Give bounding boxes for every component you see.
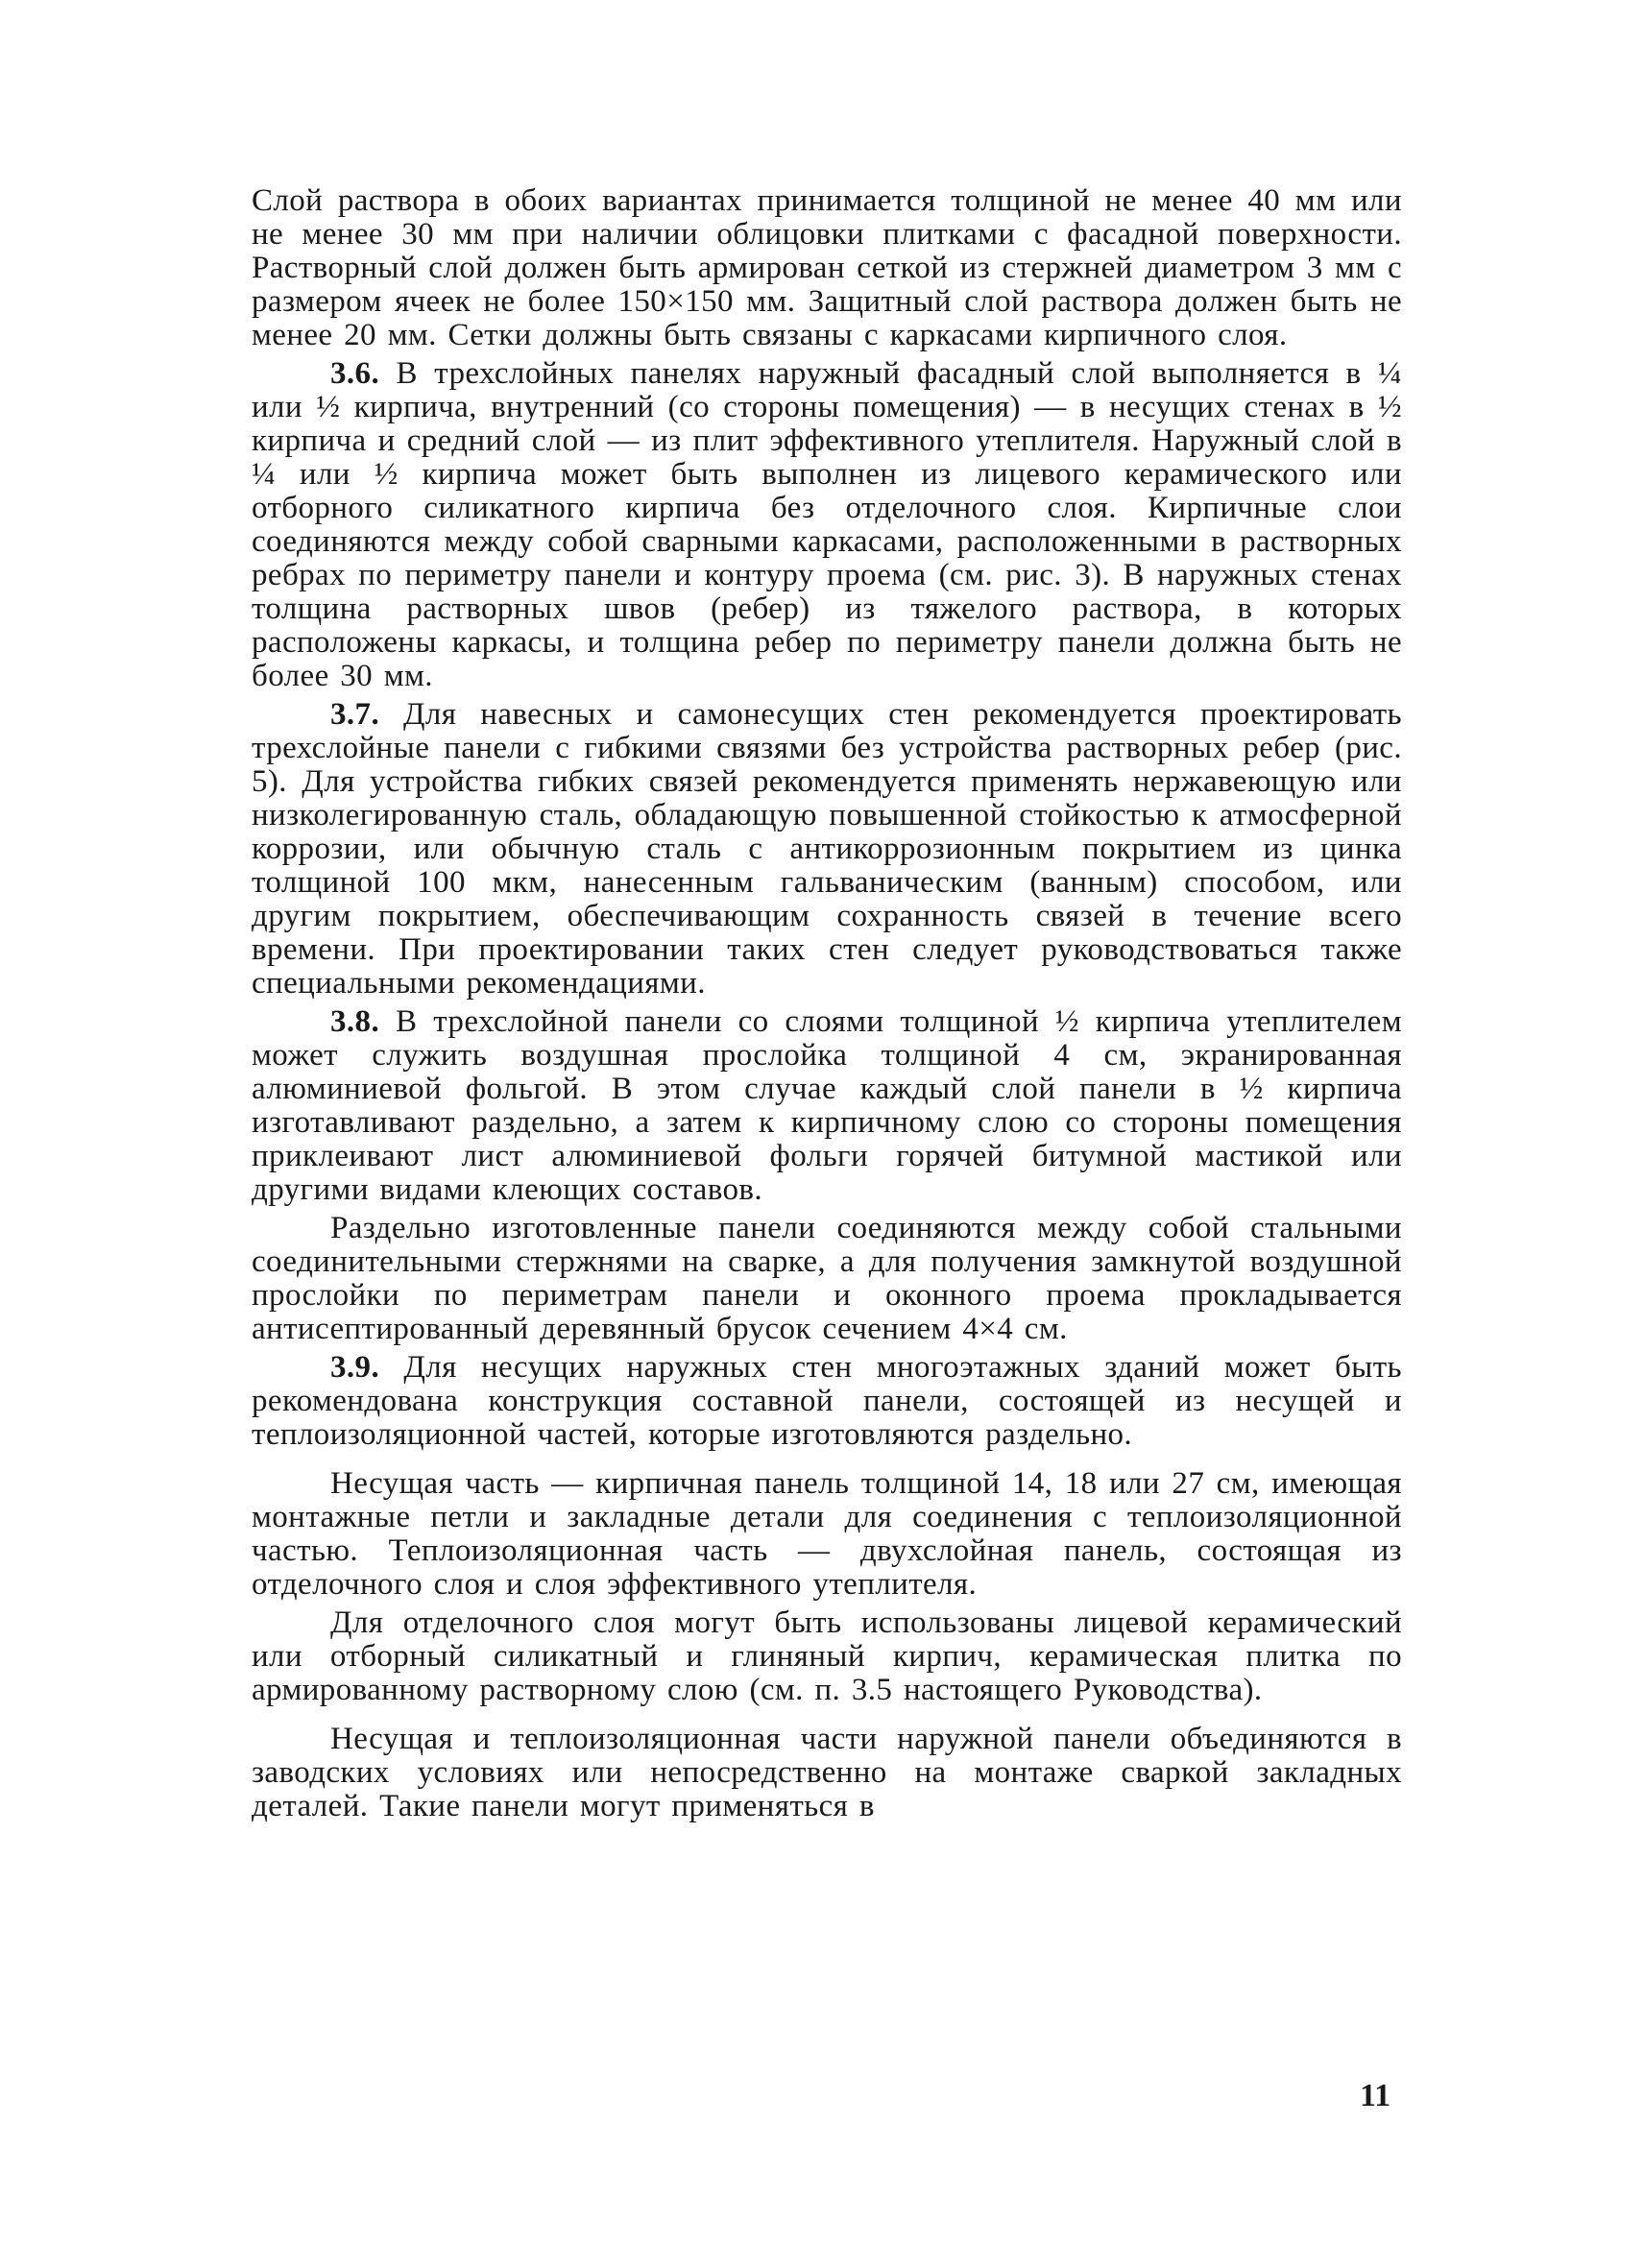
paragraph-text: Слой раствора в обоих вариантах принимается толщиной не менее 40 мм или не менее 30 мм при наличии облицовки плитками с фасадной поверхности. Растворный слой должен быть армирован сеткой из стержней диаметром 3 мм с размером ячеек не более 150×150 мм. Защитный слой раствора должен быть не менее 20 мм. Сетки должны быть связаны с каркасами кирпичного слоя. (252, 183, 1402, 352)
section-number: 3.6. (330, 356, 380, 391)
paragraph-joining (252, 1723, 1402, 1823)
paragraph-3-6 (252, 357, 1402, 693)
paragraph-text: В трехслойной панели со слоями толщиной ½ кирпича утеплителем может служить воздушная прослойка толщиной 4 см, экранированная алюминиевой фольгой. В этом случае каждый слой панели в ½ кирпича изготавливают раздельно, а затем к кирпичному слою со стороны помещения приклеивают лист алюминиевой фольги горячей битумной мастикой или другими видами клеющих составов. (252, 1004, 1402, 1207)
paragraph-mortar-layer (252, 184, 1402, 352)
paragraph-bearing-part (252, 1467, 1402, 1602)
paragraph-3-7 (252, 698, 1402, 1001)
paragraph-text: Раздельно изготовленные панели соединяются между собой стальными соединительными стержнями на сварке, а для получения замкнутой воздушной прослойки по периметрам панели и оконного проема прокладывается антисептированный деревянный брусок сечением 4×4 см. (252, 1211, 1402, 1346)
paragraph-3-8 (252, 1005, 1402, 1207)
paragraph-text: Для отделочного слоя могут быть использованы лицевой керамический или отборный силикатный и глиняный кирпич, керамическая плитка по армированному растворному слою (см. п. 3.5 настоящего Руководства). (252, 1605, 1402, 1707)
body-text (252, 184, 1402, 1828)
page-number: 11 (1360, 2078, 1391, 2113)
paragraph-text: Для навесных и самонесущих стен рекомендуется проектировать трехслойные панели с гибкими связями без устройства растворных ребер (рис. 5). Для устройства гибких связей рекомендуется применять нержавеющую или низколегированную сталь, обладающую повышенной стойкостью к атмосферной коррозии, или обычную сталь с антикоррозионным покрытием из цинка толщиной 100 мкм, нанесенным гальваническим (ванным) способом, или другим покрытием, обеспечивающим сохранность связей в течение всего времени. При проектировании таких стен следует руководствоваться также специальными рекомендациями. (252, 697, 1402, 1001)
paragraph-3-9 (252, 1351, 1402, 1452)
paragraph-text: Несущая и теплоизоляционная части наружной панели объединяются в заводских условиях или непосредственно на монтаже сваркой закладных деталей. Такие панели могут применяться в (252, 1722, 1402, 1823)
paragraph-separate-panels (252, 1212, 1402, 1346)
paragraph-text: Для несущих наружных стен многоэтажных зданий может быть рекомендована конструкция составной панели, состоящей из несущей и теплоизоляционной частей, которые изготовляются раздельно. (252, 1350, 1403, 1452)
section-number: 3.8. (330, 1004, 380, 1039)
section-number: 3.9. (330, 1350, 380, 1385)
section-number: 3.7. (330, 697, 380, 732)
paragraph-finishing-layer (252, 1606, 1402, 1707)
paragraph-text: Несущая часть — кирпичная панель толщиной 14, 18 или 27 см, имеющая монтажные петли и закладные детали для соединения с теплоизоляционной частью. Теплоизоляционная часть — двухслойная панель, состоящая из отделочного слоя и слоя эффективного утеплителя. (252, 1466, 1402, 1602)
paragraph-text: В трехслойных панелях наружный фасадный слой выполняется в ¼ или ½ кирпича, внутренний (со стороны помещения) — в несущих стенах в ½ кирпича и средний слой — из плит эффективного утеплителя. Наружный слой в ¼ или ½ кирпича может быть выполнен из лицевого керамического или отборного силикатного кирпича без отделочного слоя. Кирпичные слои соединяются между собой сварными каркасами, расположенными в растворных ребрах по периметру панели и контуру проема (см. рис. 3). В наружных стенах толщина растворных швов (ребер) из тяжелого раствора, в которых расположены каркасы, и толщина ребер по периметру панели должна быть не более 30 мм. (252, 356, 1402, 693)
